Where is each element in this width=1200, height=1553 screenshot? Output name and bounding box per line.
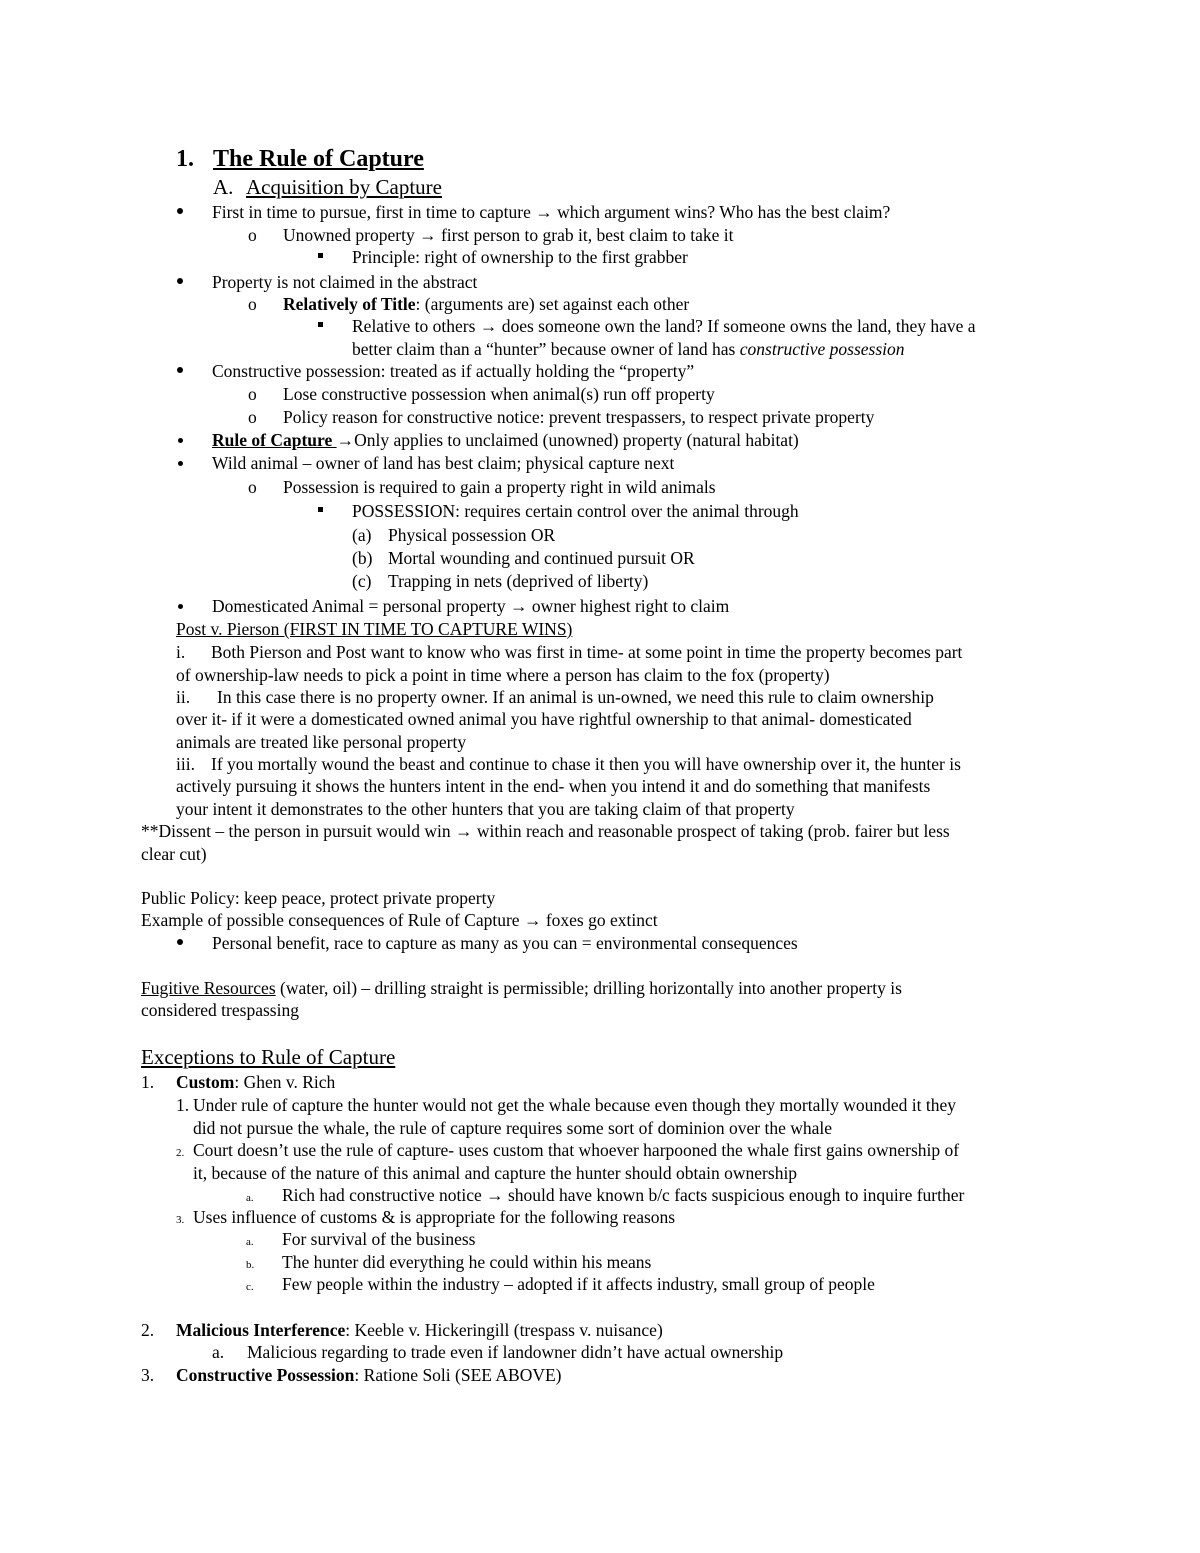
list-marker: (c) [352,571,372,591]
roman-marker: iii. [176,754,195,774]
sub-bullet-marker: o [248,225,257,245]
line: better claim than a “hunter” because owner of land has constructive possession [352,339,905,359]
line: Rule of Capture →Only applies to unclaimed (unowned) property (natural habitat) [212,430,799,450]
line: First in time to pursue, first in time to capture → which argument wins? Who has the best claim? [212,202,891,222]
line: Fugitive Resources (water, oil) – drilling straight is permissible; drilling horizontally into another property is [141,978,902,998]
bold-term: Malicious Interference [176,1320,346,1340]
number-marker: 3. [141,1365,155,1385]
line: did not pursue the whale, the rule of capture requires some sort of dominion over the whale [193,1118,833,1138]
line: Principle: right of ownership to the first grabber [352,247,688,267]
letter-marker: b. [246,1259,255,1271]
subheading-letter: A. [213,175,234,199]
bold-term: Custom [176,1072,235,1092]
line: POSSESSION: requires certain control over the animal through [352,501,799,521]
number-marker: 1. [141,1072,155,1092]
list-marker: (b) [352,548,373,568]
case-heading: Post v. Pierson (FIRST IN TIME TO CAPTURE WINS) [176,619,573,639]
bullet-icon [178,438,183,443]
line: Both Pierson and Post want to know who was first in time- at some point in time the property becomes part [211,642,963,662]
line: **Dissent – the person in pursuit would win → within reach and reasonable prospect of taking (prob. fairer but less [141,821,950,841]
number-marker: 1. [176,1095,190,1115]
bullet-icon [177,367,183,373]
line: Rich had constructive notice → should have known b/c facts suspicious enough to inquire further [282,1185,965,1205]
line: animals are treated like personal property [176,732,467,752]
square-bullet-icon [318,507,323,512]
line: Malicious Interference: Keeble v. Hickeringill (trespass v. nuisance) [176,1320,663,1340]
line: Court doesn’t use the rule of capture- uses custom that whoever harpooned the whale first gains ownership of [193,1140,960,1160]
number-marker: 2. [176,1147,185,1159]
line: clear cut) [141,844,207,864]
line: Lose constructive possession when animal(s) run off property [283,384,715,404]
line: Physical possession OR [388,525,556,545]
line: Constructive possession: treated as if actually holding the “property” [212,361,695,381]
bullet-icon [177,278,183,284]
sub-bullet-marker: o [248,477,257,497]
bullet-icon [178,461,183,466]
line: Wild animal – owner of land has best claim; physical capture next [212,453,675,473]
line: Malicious regarding to trade even if landowner didn’t have actual ownership [247,1342,784,1362]
line: Uses influence of customs & is appropriate for the following reasons [193,1207,676,1227]
heading-number: 1. [176,146,194,172]
bullet-icon [178,604,183,609]
line: your intent it demonstrates to the other hunters that you are taking claim of that property [176,799,795,819]
line: The hunter did everything he could within his means [282,1252,652,1272]
line: Relatively of Title: (arguments are) set against each other [283,294,690,314]
line: Custom: Ghen v. Rich [176,1072,336,1092]
underlined-term: Fugitive Resources [141,978,276,998]
bold-term: Rule of Capture [212,430,337,450]
bold-term: Relatively of Title [283,294,416,314]
line: Example of possible consequences of Rule of Capture → foxes go extinct [141,910,658,930]
line: In this case there is no property owner. If an animal is un-owned, we need this rule to claim ownership [217,687,934,707]
line: it, because of the nature of this animal and capture the hunter should obtain ownership [193,1163,798,1183]
bullet-icon [177,939,183,945]
line: over it- if it were a domesticated owned animal you have rightful ownership to that animal- domesticated [176,709,912,729]
number-marker: 3. [176,1214,185,1226]
sub-bullet-marker: o [248,294,257,314]
line: Policy reason for constructive notice: prevent trespassers, to respect private property [283,407,875,427]
bullet-icon [177,208,183,214]
line: For survival of the business [282,1229,476,1249]
bold-term: Constructive Possession [176,1365,355,1385]
roman-marker: ii. [176,687,191,707]
line: Trapping in nets (deprived of liberty) [388,571,649,591]
italic-term: constructive possession [739,339,905,359]
sub-bullet-marker: o [248,384,257,404]
line: Personal benefit, race to capture as many as you can = environmental consequences [212,933,798,953]
line: Constructive Possession: Ratione Soli (SEE ABOVE) [176,1365,562,1385]
number-marker: 2. [141,1320,155,1340]
line: Under rule of capture the hunter would not get the whale because even though they mortally wounded it they [193,1095,956,1115]
line: of ownership-law needs to pick a point in time where a person has claim to the fox (property) [176,665,830,685]
line: Mortal wounding and continued pursuit OR [388,548,695,568]
roman-marker: i. [176,642,186,662]
line: actively pursuing it shows the hunters intent in the end- when you intend it and do something that manifests [176,776,931,796]
line: Relative to others → does someone own the land? If someone owns the land, they have a [352,316,976,336]
sub-bullet-marker: o [248,407,257,427]
line: If you mortally wound the beast and continue to chase it then you will have ownership over it, the hunter is [211,754,961,774]
line: Domesticated Animal = personal property → owner highest right to claim [212,596,730,616]
section-heading-exceptions: Exceptions to Rule of Capture [141,1045,396,1069]
line: Possession is required to gain a property right in wild animals [283,477,716,497]
line: Unowned property → first person to grab it, best claim to take it [283,225,734,245]
subheading-acquisition: Acquisition by Capture [246,175,442,199]
line: Property is not claimed in the abstract [212,272,478,292]
list-marker: (a) [352,525,372,545]
letter-marker: a. [246,1236,254,1248]
square-bullet-icon [318,322,323,327]
letter-marker: c. [246,1281,254,1293]
square-bullet-icon [318,253,323,258]
letter-marker: a. [212,1342,225,1362]
line: Few people within the industry – adopted if it affects industry, small group of people [282,1274,875,1294]
heading-rule-of-capture: The Rule of Capture [213,146,424,172]
line: considered trespassing [141,1000,299,1020]
line: Public Policy: keep peace, protect private property [141,888,496,908]
letter-marker: a. [246,1192,254,1204]
